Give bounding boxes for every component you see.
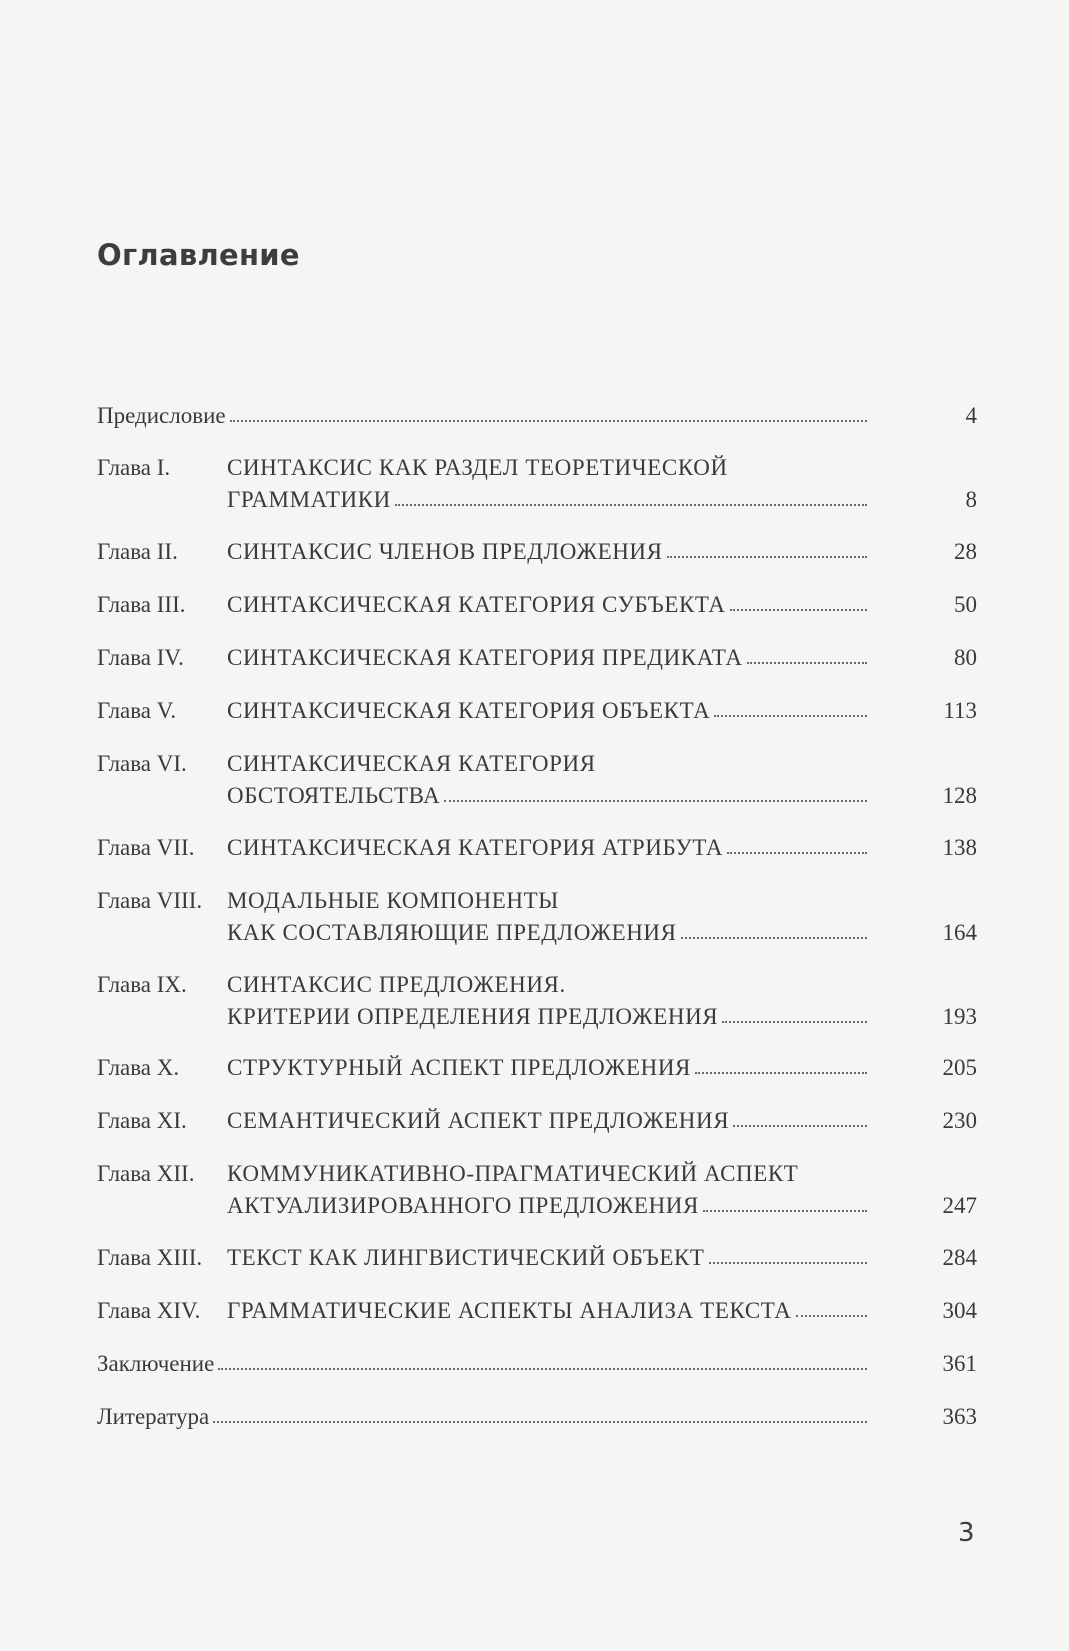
page-title: Оглавление xyxy=(97,238,300,272)
dot-leader xyxy=(213,1421,867,1423)
toc-label: Глава XI. xyxy=(97,1108,187,1133)
toc-line xyxy=(97,1190,977,1222)
toc-page-number: 28 xyxy=(954,539,977,564)
toc-page-number: 247 xyxy=(942,1193,977,1218)
toc-title: СИНТАКСИС КАК РАЗДЕЛ ТЕОРЕТИЧЕСКОЙ xyxy=(227,455,728,480)
toc-line xyxy=(97,780,977,812)
toc-page-number: 128 xyxy=(942,783,977,808)
dot-leader xyxy=(218,1368,867,1370)
dot-leader xyxy=(230,420,867,422)
toc-label: Глава XIV. xyxy=(97,1298,201,1323)
toc-entry[interactable] xyxy=(97,1295,977,1327)
toc-entry[interactable] xyxy=(97,748,977,812)
toc-title: СИНТАКСИС ПРЕДЛОЖЕНИЯ. xyxy=(227,972,566,997)
toc-entry[interactable] xyxy=(97,642,977,674)
toc-label: Глава IX. xyxy=(97,972,187,997)
toc-label: Глава VII. xyxy=(97,835,195,860)
dot-leader xyxy=(444,800,867,802)
toc-line xyxy=(97,969,977,1001)
toc-line xyxy=(97,1105,977,1137)
toc-line xyxy=(97,917,977,949)
toc-page-number: 304 xyxy=(942,1298,977,1323)
toc-title: КОММУНИКАТИВНО-ПРАГМАТИЧЕСКИЙ АСПЕКТ xyxy=(227,1161,799,1186)
toc-page-number: 4 xyxy=(965,403,977,428)
dot-leader xyxy=(695,1072,867,1074)
toc-page-number: 230 xyxy=(942,1108,977,1133)
toc-page-number: 164 xyxy=(942,920,977,945)
toc-label: Глава VI. xyxy=(97,751,187,776)
dot-leader xyxy=(722,1021,867,1023)
toc-title: СИНТАКСИЧЕСКАЯ КАТЕГОРИЯ ОБЪЕКТА xyxy=(227,698,711,723)
toc-title: АКТУАЛИЗИРОВАННОГО ПРЕДЛОЖЕНИЯ xyxy=(227,1193,699,1218)
toc-line xyxy=(97,589,977,621)
toc-title: ТЕКСТ КАК ЛИНГВИСТИЧЕСКИЙ ОБЪЕКТ xyxy=(227,1245,705,1270)
toc-title: СЕМАНТИЧЕСКИЙ АСПЕКТ ПРЕДЛОЖЕНИЯ xyxy=(227,1108,730,1133)
dot-leader xyxy=(709,1262,867,1264)
toc-label: Глава X. xyxy=(97,1055,180,1080)
toc-entry[interactable] xyxy=(97,1052,977,1084)
toc-line xyxy=(97,1401,977,1433)
toc-entry[interactable] xyxy=(97,400,977,432)
toc-page-number: 193 xyxy=(942,1004,977,1029)
toc-entry[interactable] xyxy=(97,589,977,621)
toc-line xyxy=(97,642,977,674)
toc-entry[interactable] xyxy=(97,1105,977,1137)
toc-entry[interactable] xyxy=(97,1242,977,1274)
toc-line xyxy=(97,1295,977,1327)
toc-page-number: 138 xyxy=(942,835,977,860)
toc-entry[interactable] xyxy=(97,969,977,1033)
dot-leader xyxy=(681,937,867,939)
toc-page-number: 363 xyxy=(942,1404,977,1429)
toc-line xyxy=(97,832,977,864)
toc-line xyxy=(97,400,977,432)
toc-label: Глава XIII. xyxy=(97,1245,203,1270)
toc-title: СИНТАКСИЧЕСКАЯ КАТЕГОРИЯ ПРЕДИКАТА xyxy=(227,645,743,670)
toc-title: МОДАЛЬНЫЕ КОМПОНЕНТЫ xyxy=(227,888,559,913)
dot-leader xyxy=(730,609,867,611)
toc-label: Глава XII. xyxy=(97,1161,195,1186)
toc-page-number: 361 xyxy=(942,1351,977,1376)
toc-title: СИНТАКСИЧЕСКАЯ КАТЕГОРИЯ СУБЪЕКТА xyxy=(227,592,726,617)
toc-label: Предисловие xyxy=(97,403,226,428)
toc-title: ГРАММАТИЧЕСКИЕ АСПЕКТЫ АНАЛИЗА ТЕКСТА xyxy=(227,1298,792,1323)
toc-label: Глава I. xyxy=(97,455,171,480)
toc-page-number: 284 xyxy=(942,1245,977,1270)
toc-label: Глава VIII. xyxy=(97,888,203,913)
toc-title: КРИТЕРИИ ОПРЕДЕЛЕНИЯ ПРЕДЛОЖЕНИЯ xyxy=(227,1004,719,1029)
toc-entry[interactable] xyxy=(97,536,977,568)
toc-line xyxy=(97,885,977,917)
toc-page-number: 8 xyxy=(965,487,977,512)
toc-label: Заключение xyxy=(97,1351,215,1376)
dot-leader xyxy=(727,852,867,854)
toc-entry[interactable] xyxy=(97,1158,977,1222)
toc-page-number: 113 xyxy=(943,698,977,723)
toc-title: СИНТАКСИЧЕСКАЯ КАТЕГОРИЯ АТРИБУТА xyxy=(227,835,724,860)
dot-leader xyxy=(714,715,867,717)
toc-entry[interactable] xyxy=(97,1348,977,1380)
toc-entry[interactable] xyxy=(97,1401,977,1433)
dot-leader xyxy=(796,1315,867,1317)
toc-line xyxy=(97,1158,977,1190)
toc-line xyxy=(97,695,977,727)
toc-page-number: 50 xyxy=(954,592,977,617)
toc-label: Литература xyxy=(97,1404,210,1429)
toc-entry[interactable] xyxy=(97,832,977,864)
toc-line xyxy=(97,484,977,516)
toc-title: ГРАММАТИКИ xyxy=(227,487,391,512)
toc-label: Глава III. xyxy=(97,592,186,617)
dot-leader xyxy=(747,662,867,664)
toc-title: СИНТАКСИС ЧЛЕНОВ ПРЕДЛОЖЕНИЯ xyxy=(227,539,663,564)
dot-leader xyxy=(667,556,867,558)
toc-label: Глава IV. xyxy=(97,645,184,670)
toc-line xyxy=(97,1348,977,1380)
dot-leader xyxy=(733,1125,867,1127)
toc-page-number: 205 xyxy=(942,1055,977,1080)
toc-title: ОБСТОЯТЕЛЬСТВА xyxy=(227,783,441,808)
toc-title: СИНТАКСИЧЕСКАЯ КАТЕГОРИЯ xyxy=(227,751,596,776)
toc-entry[interactable] xyxy=(97,885,977,949)
toc-line xyxy=(97,1242,977,1274)
toc-label: Глава II. xyxy=(97,539,178,564)
dot-leader xyxy=(703,1210,867,1212)
page-number: 3 xyxy=(958,1518,975,1548)
toc-line xyxy=(97,1001,977,1033)
toc-label: Глава V. xyxy=(97,698,177,723)
toc-title: КАК СОСТАВЛЯЮЩИЕ ПРЕДЛОЖЕНИЯ xyxy=(227,920,677,945)
toc-line xyxy=(97,536,977,568)
toc-entry[interactable] xyxy=(97,452,977,516)
toc-line xyxy=(97,748,977,780)
dot-leader xyxy=(395,504,867,506)
toc-line xyxy=(97,452,977,484)
toc-page-number: 80 xyxy=(954,645,977,670)
toc-entry[interactable] xyxy=(97,695,977,727)
toc-title: СТРУКТУРНЫЙ АСПЕКТ ПРЕДЛОЖЕНИЯ xyxy=(227,1055,691,1080)
toc-line xyxy=(97,1052,977,1084)
